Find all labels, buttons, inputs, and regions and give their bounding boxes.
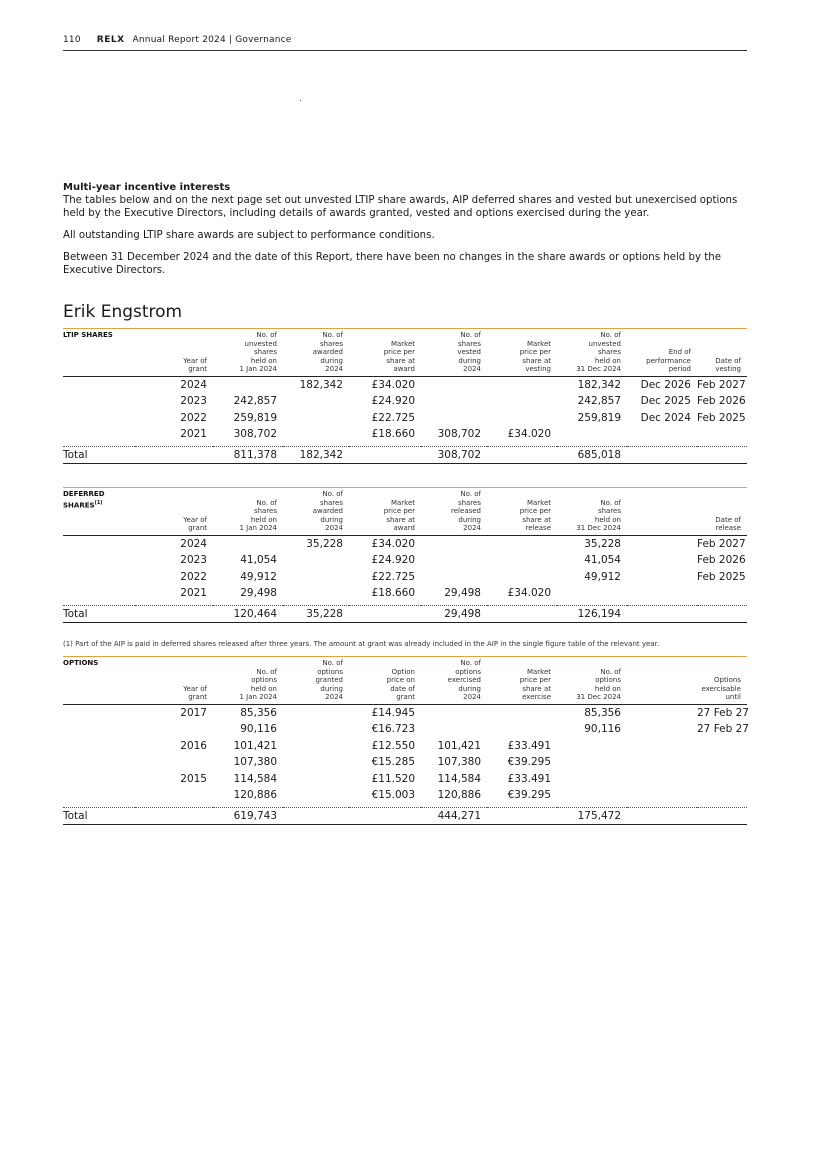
table-cell (487, 569, 557, 586)
table-cell: £34.020 (507, 587, 551, 600)
column-header: Date of vesting (697, 329, 747, 377)
table-cell (557, 738, 627, 755)
table-cell (487, 552, 557, 569)
total-cell: 35,228 (283, 605, 349, 623)
total-label: Total (63, 605, 213, 623)
table-cell (627, 738, 697, 755)
table-cell (135, 787, 213, 804)
decorative-dot (300, 100, 301, 101)
table-cell: £33.491 (507, 739, 551, 752)
table-cell: £11.520 (371, 772, 415, 785)
table-cell (487, 410, 557, 427)
table-row (63, 535, 747, 552)
table-row (63, 376, 747, 393)
section-label: DEFERRED SHARES$^{(1)}$ (63, 488, 135, 536)
table-cell: 27 Feb 27 (697, 706, 749, 719)
table-cell (213, 535, 283, 552)
brand-logo: RELX (96, 35, 125, 45)
table-row (63, 721, 747, 738)
table-cell: 35,228 (584, 537, 621, 550)
table-cell: 27 Feb 27 (697, 723, 749, 736)
total-cell: 175,472 (557, 807, 627, 825)
column-header: No. of unvested shares held on 1 Jan 2024 (213, 329, 283, 377)
table-cell: 49,912 (584, 570, 621, 583)
table-cell (283, 704, 349, 721)
total-cell (349, 605, 421, 623)
table-cell: £34.020 (507, 428, 551, 441)
table-cell: 308,702 (233, 428, 277, 441)
column-header: Market price per share at release (487, 488, 557, 536)
table-cell (283, 552, 349, 569)
table-cell (557, 585, 627, 602)
table-cell (557, 771, 627, 788)
table-cell (557, 754, 627, 771)
table-row (63, 426, 747, 443)
column-header: No. of shares awarded during 2024 (283, 488, 349, 536)
column-header: No. of options held on 31 Dec 2024 (557, 657, 627, 705)
table-cell (627, 585, 697, 602)
table-cell (697, 771, 747, 788)
table-cell (421, 376, 487, 393)
table-row (63, 754, 747, 771)
total-label: Total (63, 446, 213, 464)
column-header: No. of shares held on 1 Jan 2024 (213, 488, 283, 536)
table-cell: €39.295 (507, 789, 551, 802)
column-header: No. of options granted during 2024 (283, 657, 349, 705)
table-cell (421, 393, 487, 410)
table-cell: £34.020 (371, 537, 415, 550)
table-cell (421, 535, 487, 552)
total-cell: 126,194 (557, 605, 627, 623)
column-header: Market price per share at vesting (487, 329, 557, 377)
column-header: No. of shares held on 31 Dec 2024 (557, 488, 627, 536)
section-label: LTIP SHARES (63, 329, 135, 377)
column-header: Year of grant (135, 488, 213, 536)
report-title: Annual Report 2024 | Governance (132, 35, 292, 45)
deferred-shares-table (63, 487, 747, 623)
table-cell (421, 704, 487, 721)
table-cell (421, 721, 487, 738)
table-cell: €15.285 (371, 756, 415, 769)
table-cell: 242,857 (233, 395, 277, 408)
total-cell (697, 605, 747, 623)
table-row (63, 393, 747, 410)
table-cell: 2015 (180, 772, 207, 785)
table-cell: 259,819 (233, 411, 277, 424)
section-label: OPTIONS (63, 657, 135, 705)
table-cell: 85,356 (240, 706, 277, 719)
table-cell (283, 426, 349, 443)
table-cell: 90,116 (240, 723, 277, 736)
column-header: No. of options exercised during 2024 (421, 657, 487, 705)
table-cell (283, 738, 349, 755)
table-cell: £18.660 (371, 587, 415, 600)
column-header: Date of release (697, 488, 747, 536)
intro-section (63, 181, 747, 286)
column-header (627, 488, 697, 536)
table-cell: 308,702 (437, 428, 481, 441)
table-cell: £14.945 (371, 706, 415, 719)
table-cell: 120,886 (437, 789, 481, 802)
total-cell: 444,271 (421, 807, 487, 825)
table-cell (557, 426, 627, 443)
table-cell: 90,116 (584, 723, 621, 736)
options-table (63, 656, 747, 825)
total-cell: 685,018 (557, 446, 627, 464)
table-cell: £33.491 (507, 772, 551, 785)
table-cell (135, 721, 213, 738)
table-cell: 41,054 (240, 554, 277, 567)
table-cell: 101,421 (233, 739, 277, 752)
column-header: Market price per share at award (349, 488, 421, 536)
table-cell (627, 535, 697, 552)
page-header (63, 32, 747, 51)
ltip-shares-table (63, 328, 747, 464)
table-row (63, 704, 747, 721)
table-cell: 114,584 (437, 772, 481, 785)
table-cell: 107,380 (437, 756, 481, 769)
table-cell: 29,498 (240, 587, 277, 600)
total-cell (487, 605, 557, 623)
table-cell (627, 552, 697, 569)
table-cell: £22.725 (371, 411, 415, 424)
table-cell (627, 787, 697, 804)
table-row (63, 771, 747, 788)
total-cell: 120,464 (213, 605, 283, 623)
table-cell: £24.920 (371, 395, 415, 408)
table-cell (283, 393, 349, 410)
table-cell (487, 721, 557, 738)
table-cell: 41,054 (584, 554, 621, 567)
total-cell (627, 605, 697, 623)
table-row (63, 569, 747, 586)
total-cell: 182,342 (283, 446, 349, 464)
table-cell: Feb 2027 (697, 537, 746, 550)
total-cell: 811,378 (213, 446, 283, 464)
table-cell (487, 376, 557, 393)
page-number: 110 (63, 35, 81, 45)
table-cell: 2024 (180, 537, 207, 550)
table-cell (627, 704, 697, 721)
table-cell: Dec 2026 (640, 378, 691, 391)
table-cell: 101,421 (437, 739, 481, 752)
table-cell: £12.550 (371, 739, 415, 752)
table-row (63, 585, 747, 602)
table-row (63, 787, 747, 804)
table-cell (697, 585, 747, 602)
total-cell (627, 446, 697, 464)
table-cell: 242,857 (577, 395, 621, 408)
table-cell (557, 787, 627, 804)
total-cell (697, 807, 747, 825)
table-cell: 107,380 (233, 756, 277, 769)
table-cell (487, 393, 557, 410)
total-cell: 619,743 (213, 807, 283, 825)
table-cell (697, 787, 747, 804)
column-header: End of performance period (627, 329, 697, 377)
table-row (63, 552, 747, 569)
table-cell: 114,584 (233, 772, 277, 785)
column-header (627, 657, 697, 705)
intro-paragraph-2: All outstanding LTIP share awards are subject to performance conditions. (63, 230, 435, 241)
intro-paragraph-1: The tables below and on the next page set out unvested LTIP share awards, AIP deferred shares and vested but unexercised options held by the Executive Directors, including details of awards granted, vested and options exercised during the year. (63, 195, 738, 219)
director-name: Erik Engstrom (63, 302, 183, 322)
table-cell: €16.723 (371, 723, 415, 736)
total-row (63, 605, 747, 623)
table-cell: 182,342 (299, 378, 343, 391)
table-cell: Feb 2025 (697, 570, 746, 583)
table-cell (697, 426, 747, 443)
table-cell (421, 410, 487, 427)
column-header: Options exercisable until (697, 657, 747, 705)
column-header: Year of grant (135, 657, 213, 705)
table-cell (627, 569, 697, 586)
footnote: (1) Part of the AIP is paid in deferred shares released after three years. The amount at grant was already included in the AIP in the single figure table of the relevant year. (63, 640, 660, 648)
table-cell: £24.920 (371, 554, 415, 567)
table-cell: 2016 (180, 739, 207, 752)
table-cell (697, 754, 747, 771)
total-cell (283, 807, 349, 825)
table-cell: £22.725 (371, 570, 415, 583)
footnote-marker: (1) (94, 499, 103, 506)
table-cell: 182,342 (577, 378, 621, 391)
table-cell: €15.003 (371, 789, 415, 802)
table-cell (421, 552, 487, 569)
table-cell (213, 376, 283, 393)
column-header: No. of shares vested during 2024 (421, 329, 487, 377)
table-cell: Feb 2026 (697, 395, 746, 408)
table-cell (283, 721, 349, 738)
total-row (63, 807, 747, 825)
total-cell (697, 446, 747, 464)
table-cell: 35,228 (306, 537, 343, 550)
total-cell (487, 807, 557, 825)
table-row (63, 738, 747, 755)
table-cell (421, 569, 487, 586)
table-cell: £18.660 (371, 428, 415, 441)
table-cell (135, 754, 213, 771)
total-row (63, 446, 747, 464)
table-cell (283, 410, 349, 427)
table-cell (283, 569, 349, 586)
table-cell (697, 738, 747, 755)
column-header: No. of shares released during 2024 (421, 488, 487, 536)
table-cell (283, 754, 349, 771)
column-header: Option price on date of grant (349, 657, 421, 705)
table-cell: €39.295 (507, 756, 551, 769)
table-cell (487, 535, 557, 552)
table-cell: 120,886 (233, 789, 277, 802)
column-header: Market price per share at award (349, 329, 421, 377)
total-cell: 308,702 (421, 446, 487, 464)
column-header: Year of grant (135, 329, 213, 377)
table-cell: 2023 (180, 395, 207, 408)
table-cell: Feb 2027 (697, 378, 746, 391)
table-cell: 2024 (180, 378, 207, 391)
column-header: No. of shares awarded during 2024 (283, 329, 349, 377)
section-heading: Multi-year incentive interests (63, 182, 231, 193)
table-cell: Feb 2025 (697, 411, 746, 424)
table-cell: 259,819 (577, 411, 621, 424)
table-cell: 2021 (180, 428, 207, 441)
total-cell (627, 807, 697, 825)
intro-paragraph-3: Between 31 December 2024 and the date of this Report, there have been no changes in the share awards or options held by the Executive Directors. (63, 252, 721, 276)
table-row (63, 410, 747, 427)
table-cell: Feb 2026 (697, 554, 746, 567)
table-cell: 2022 (180, 411, 207, 424)
table-cell: 2021 (180, 587, 207, 600)
column-header: Market price per share at exercise (487, 657, 557, 705)
total-cell (349, 807, 421, 825)
table-cell: 49,912 (240, 570, 277, 583)
total-cell: 29,498 (421, 605, 487, 623)
table-cell (283, 771, 349, 788)
table-cell (627, 426, 697, 443)
table-cell: 85,356 (584, 706, 621, 719)
table-cell (627, 754, 697, 771)
total-cell (487, 446, 557, 464)
table-cell: 2017 (180, 706, 207, 719)
total-cell (349, 446, 421, 464)
table-cell: Dec 2025 (640, 395, 691, 408)
column-header: No. of unvested shares held on 31 Dec 2024 (557, 329, 627, 377)
table-cell: 2022 (180, 570, 207, 583)
table-cell (627, 771, 697, 788)
total-label: Total (63, 807, 213, 825)
table-cell (283, 585, 349, 602)
table-cell (283, 787, 349, 804)
table-cell (487, 704, 557, 721)
table-cell: £34.020 (371, 378, 415, 391)
table-cell: Dec 2024 (640, 411, 691, 424)
table-cell: 29,498 (444, 587, 481, 600)
table-cell (627, 721, 697, 738)
table-cell: 2023 (180, 554, 207, 567)
column-header: No. of options held on 1 Jan 2024 (213, 657, 283, 705)
